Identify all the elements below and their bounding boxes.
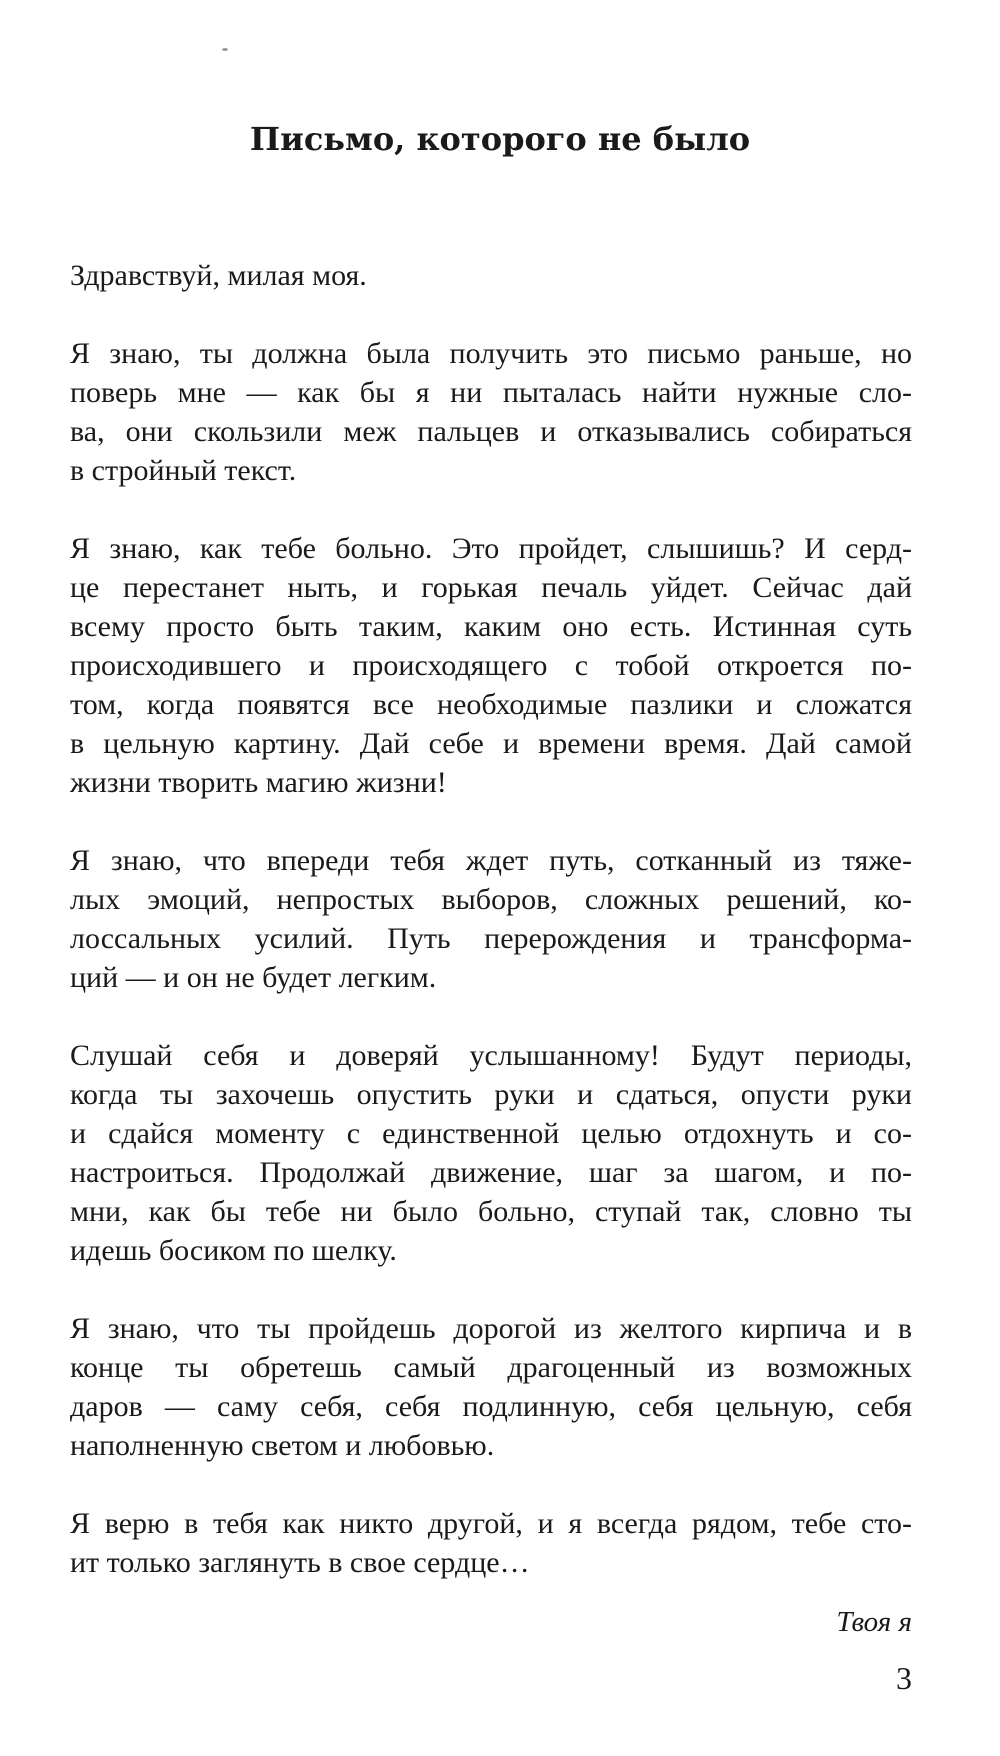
text-line: лых эмоций, непростых выборов, сложных решений, ко- [70,883,912,916]
text-line: Я знаю, ты должна была получить это письмо раньше, но [70,337,912,370]
paragraph [70,1036,912,1270]
text-line: Здравствуй, милая моя. [70,259,367,292]
text-line: поверь мне — как бы я ни пыталась найти нужные сло- [70,376,912,409]
text-line: наполненную светом и любовью. [70,1429,495,1462]
text-line: це перестанет ныть, и горькая печаль уйдет. Сейчас дай [70,571,912,604]
text-line: Я верю в тебя как никто другой, и я всегда рядом, тебе сто- [70,1507,912,1540]
text-line: всему просто быть таким, каким оно есть. Истинная суть [70,610,912,643]
paragraph [70,1504,912,1582]
text-line: лоссальных усилий. Путь перерождения и трансформа- [70,922,912,955]
text-line: происходившего и происходящего с тобой откроется по- [70,649,912,682]
text-line: жизни творить магию жизни! [70,766,447,799]
page-title: Письмо, которого не было [249,120,751,158]
text-line: Я знаю, что впереди тебя ждет путь, сотканный из тяже- [70,844,912,877]
paragraph [70,1309,912,1465]
text-line: Я знаю, что ты пройдешь дорогой из желтого кирпича и в [70,1312,912,1345]
text-line: идешь босиком по шелку. [70,1234,397,1267]
page-number: 3 [896,1660,912,1696]
text-line: мни, как бы тебе ни было больно, ступай так, словно ты [70,1195,912,1228]
text-line: ций — и он не будет легким. [70,961,437,994]
text-line: ит только заглянуть в свое сердце… [70,1546,530,1579]
text-line: в стройный текст. [70,454,297,487]
paragraph [70,256,912,295]
signature: Твоя я [836,1606,912,1638]
letter-body [70,256,912,1582]
text-line: Я знаю, как тебе больно. Это пройдет, слышишь? И серд- [70,532,912,565]
text-line: в цельную картину. Дай себе и времени время. Дай самой [70,727,912,760]
text-line: том, когда появятся все необходимые пазлики и сложатся [70,688,912,721]
paragraph [70,334,912,490]
text-line: ва, они скользили меж пальцев и отказывались собираться [70,415,912,448]
text-line: Слушай себя и доверяй услышанному! Будут периоды, [70,1039,912,1072]
text-line: даров — саму себя, себя подлинную, себя цельную, себя [70,1390,912,1423]
text-line: настроиться. Продолжай движение, шаг за шагом, и по- [70,1156,912,1189]
print-speck [222,48,228,51]
text-line: когда ты захочешь опустить руки и сдаться, опусти руки [70,1078,912,1111]
paragraph [70,841,912,997]
text-line: конце ты обретешь самый драгоценный из возможных [70,1351,912,1384]
text-line: и сдайся моменту с единственной целью отдохнуть и со- [70,1117,912,1150]
paragraph [70,529,912,802]
